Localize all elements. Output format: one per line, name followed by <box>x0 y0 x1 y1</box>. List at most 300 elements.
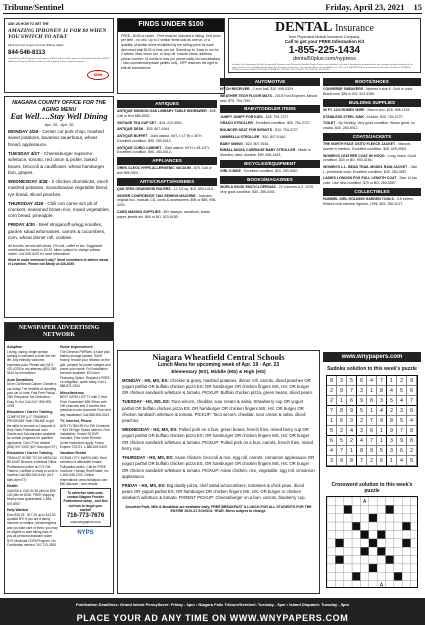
crossword-cell <box>386 539 394 547</box>
classified-listing: TOILET - By Sterling. Very good condition. Works great, no cracks. $40. 283-6012. <box>323 121 415 131</box>
listing: COMPUTER & IT TRAINING PROGRAM! Train ONLINE to get the skills to become a Computer & Help Desk Professional now! Grants and Scholarships available for certain programs for qualified applicants. Call CTI for details! (844) 947-0192 (M-F 8am-6pm ET) <box>7 414 57 450</box>
section-heading: Health <box>7 484 18 488</box>
crossword-cell <box>335 581 343 588</box>
classified-listing: EMMALJUNGA CARRIAGE BABY STROLLER - Made in Sweden, used, durable. $99. 693-1493. <box>220 148 311 158</box>
sudoku-cell: 3 <box>377 396 387 406</box>
sudoku-cell: 9 <box>357 396 367 406</box>
crossword-cell <box>394 539 402 547</box>
crossword-cell <box>352 530 360 538</box>
crossword-cell <box>411 547 418 555</box>
crossword-cell <box>386 572 394 580</box>
network-right-col <box>60 343 111 549</box>
crossword-cell <box>327 556 335 564</box>
section-heading: Education / Career Training <box>7 451 53 456</box>
sudoku-cell: 5 <box>387 396 397 406</box>
crossword-black-cell <box>344 505 352 513</box>
classified-listing: WEATHER TECH FLOOR MATS - 2018 Ford Explorer. Almost new. $75. 754-7967. <box>220 94 318 103</box>
crossword-cell <box>352 564 360 572</box>
crossword-cell <box>377 505 385 513</box>
sudoku-cell: 6 <box>337 416 347 426</box>
finds-under-100 <box>117 18 225 94</box>
sudoku-cell: 1 <box>327 416 337 426</box>
section-heading: Miscellaneous <box>60 390 84 395</box>
crossword-cell <box>411 530 418 538</box>
crossword-cell <box>402 497 410 505</box>
advertise-text: To advertise state-wide, contact Niagara Frontier Publications today…and find out how to target your market! <box>63 490 108 513</box>
category-heading: APPLIANCES <box>117 157 217 165</box>
finds-rules: FREE - $100 or under - Free must be included in listing. One price per item - no obo. Up to 2 similar items sold as one lot, or a quantity of similar items multiplied by the selling price for each item must total $100 or less, per ad. Submit up to 3 ads to run for 2 weeks. Mail, email, fax, or drop off. Include name, address, phone number. 15 words or less (no phone calls) No cancellations - Non-commercial/private parties only - NFP reserves the right to edit all submissions. <box>121 33 221 70</box>
sudoku-cell: 8 <box>337 406 347 416</box>
dental-cta: Call to get your FREE Information Kit <box>284 39 365 45</box>
crossword-cell <box>377 497 385 505</box>
crossword-cell <box>377 572 385 580</box>
crossword-cell <box>411 497 418 505</box>
crossword-black-cell <box>394 572 402 580</box>
sudoku-cell: 9 <box>387 426 397 436</box>
classified-listing: WOMEN'S LEATHER COAT W/ HOOD - Long, black. Good condition. $30 or BO. 993-3166. <box>323 153 417 163</box>
sudoku-cell: 2 <box>367 456 377 466</box>
sudoku-cell: 5 <box>397 416 407 426</box>
category-heading: BABY/TODDLER ITEMS <box>220 105 320 113</box>
listing: OCEAN CITY, MARYLAND. Best selection of affordable rentals. Full/partial weeks. Call for FREE brochure. Holiday Real Estate, Inc. 1-800-638-2102. Online reservations: www.holidayoc.com. $50 discount - new rentals. <box>60 456 110 486</box>
sudoku-cell: 4 <box>397 396 407 406</box>
sudoku-cell: 4 <box>407 416 417 426</box>
ncoa-day: FRIDAY 4/30 - Beef stroganoff w/egg noodles, garden salad w/tomatoes, carrots & cucumbers, corn, wheat dinner roll, cookies. <box>8 222 106 241</box>
crossword-cell <box>352 539 360 547</box>
crossword-title: Crossword solution to this week's puzzle <box>331 482 413 494</box>
crossword-cell <box>394 556 402 564</box>
sudoku-cell: 4 <box>347 426 357 436</box>
dental-company: from Physicians Mutual Insurance Company. <box>288 35 361 39</box>
sudoku-cell: 6 <box>367 426 377 436</box>
crossword-cell <box>352 556 360 564</box>
sudoku-grid <box>326 375 418 467</box>
section-heading: TV, Internet, Phone <box>60 418 92 423</box>
sudoku-cell: 8 <box>377 386 387 396</box>
crossword-cell <box>402 547 410 555</box>
listing: VIAGRA & CIALIS! 60 pills for $99. 100 pills for $150. FREE shipping. Money back guaranteed! 1-855-579-8907 <box>7 488 57 506</box>
crossword-cell <box>386 514 394 522</box>
classified-listing: ANTIQUE CURIO CABINET - Dark walnut. 64"H x 38-1/2"L. Excellent condition. $95. 283-6012. <box>117 145 211 155</box>
sudoku-cell: 8 <box>357 446 367 456</box>
section-heading: Adoption <box>7 345 23 349</box>
sudoku-cell: 4 <box>387 386 397 396</box>
crossword-black-cell <box>352 572 360 580</box>
crossword-cell <box>369 530 377 538</box>
crossword-black-cell <box>402 522 410 530</box>
sudoku-cell: 2 <box>327 396 337 406</box>
sudoku-cell: 1 <box>367 406 377 416</box>
advertising-network <box>4 322 114 594</box>
crossword-cell <box>394 497 402 505</box>
section-heading: Help Wanted <box>7 507 29 512</box>
listing: Loving, caring, single woman looking to welcome a child into her life. Any ethnicity welcome, expenses paid. Please call (347) 470-0228 or my attorney (800) 562-9616 for information. <box>7 349 58 376</box>
dish-logo-icon: DISH <box>87 70 109 80</box>
advertise-box[interactable] <box>60 488 111 527</box>
listing: DISH TV $64.99 For 190 Channels + $14.95 High Speed Internet. Free Installation, Smart HD DVR Included, Free Voice Remote. Some restrictions apply. Promo Expires 7/21/21. 1-888-609-9405 <box>60 423 111 450</box>
sudoku-cell: 5 <box>347 376 357 386</box>
ncoa-menu <box>4 96 114 318</box>
website-banner[interactable]: www.wnypapers.com <box>323 352 421 362</box>
listing: Earn $15.25 - $17.25 up to $13.50 Upstate NY! If you are a family member or relative, friend/neighbor and you take care of them, you may be eligible to start taking care of you as personal assistant under NYS Medicaid CDPA Program. No Certificates needed. 347-713-3553 <box>7 512 58 547</box>
sudoku-cell: 2 <box>397 376 407 386</box>
section-heading: Education / Career Training <box>7 410 53 415</box>
crossword-cell <box>402 556 410 564</box>
sudoku-cell: 9 <box>397 436 407 446</box>
category-heading: BOOTS/SHOES <box>323 78 421 86</box>
ncoa-day: WEDNESDAY 4/28 - 2 chicken drumsticks, ranch mashed potatoes, Scandinavian vegetable blend, rye bread, sliced peaches. <box>8 178 109 197</box>
crossword-cell <box>327 539 335 547</box>
sudoku-cell: 1 <box>387 376 397 386</box>
network-left-col <box>7 343 58 549</box>
classified-listing: ANTIQUE DESK - $25. 807-9164. <box>117 127 171 132</box>
crossword-black-cell <box>360 530 368 538</box>
iphone-ad[interactable] <box>4 18 114 93</box>
sudoku-cell: 9 <box>337 456 347 466</box>
crossword-cell <box>344 556 352 564</box>
crossword-cell <box>369 522 377 530</box>
crossword-cell <box>360 522 368 530</box>
sudoku-cell: 7 <box>367 416 377 426</box>
crossword-black-cell <box>335 556 343 564</box>
ncoa-volunteer-note: Want to make someone’s day? Need volunteers to deliver meals in Lewiston. Please call Mindy at 438-4035. <box>8 257 109 266</box>
crossword-cell <box>386 522 394 530</box>
classified-listing: JUMPY JUMPY FOR KIDS - $25. 754-2727. <box>220 114 290 119</box>
crossword-cell <box>360 505 368 513</box>
ad-phone[interactable]: 844-546-8113 <box>8 49 46 56</box>
crossword-cell <box>344 581 352 588</box>
crossword-black-cell <box>369 539 377 547</box>
ncoa-day: THURSDAY 4/29 - Chili con carne w/1 pk of crackers, seasoned brown rice, mixed vegetables, corn bread, pineapple. <box>8 200 110 219</box>
classified-listing: HUMMEL GIRL HOLDING GARDEN TOOLS - 3.5 inches. Retired club member figurine, 1996. $25. 280-2017. <box>323 197 414 206</box>
sudoku-cell: 1 <box>337 396 347 406</box>
crossword-cell <box>327 497 335 505</box>
crossword-cell <box>394 530 402 538</box>
classified-listing: WORLD BOOK ENCYCLOPEDIAS - 22 volumes A-Z. 1978, very good condition. $30. 285-0401. <box>220 185 314 194</box>
crossword-letter: A <box>379 582 384 588</box>
crossword-cell <box>394 581 402 588</box>
crossword-cell <box>411 556 418 564</box>
lunch-subtitle: Lunch Menu for upcoming week of Apr. 19 - Apr. 23 <box>157 362 280 369</box>
crossword-cell <box>360 581 368 588</box>
sudoku-cell: 5 <box>337 436 347 446</box>
issue-date: Friday, April 23, 2021 <box>325 2 405 13</box>
crossword-cell <box>411 514 418 522</box>
crossword-cell <box>360 556 368 564</box>
place-ad-banner[interactable]: PLACE YOUR AD ANY TIME ON WWW.WNYPAPERS.COM <box>0 611 425 625</box>
sudoku-cell: 6 <box>377 456 387 466</box>
crossword-cell <box>394 505 402 513</box>
sudoku-cell: 6 <box>397 446 407 456</box>
listing: Drive Out Breast Cancer: Donate a car today! The benefits of donating your car or boat: Fast Free Pickup - 24hr Response Tax Deduction - Easy To Do! Call 24/7: 855-905-4755 <box>7 382 58 408</box>
crossword-cell <box>377 556 385 564</box>
crossword-cell <box>369 572 377 580</box>
sudoku-cell: 6 <box>407 406 417 416</box>
sudoku-cell: 9 <box>367 446 377 456</box>
crossword-cell <box>335 547 343 555</box>
listing: TRAIN AT HOME TO DO MEDICAL BILLING! Become a Medical Office Professional online at CTI! Get Trained, Certified & ready to work in months! Call 855-543-6440. (M-F 8am-6pm ET) <box>7 456 58 482</box>
crossword-cell <box>394 564 402 572</box>
classified-listing: UMBRELLA STROLLER - $10. 807-9164. <box>220 134 287 139</box>
dental-title: DENTAL Insurance <box>275 20 374 35</box>
crossword-cell <box>335 514 343 522</box>
sudoku-cell: 2 <box>407 446 417 456</box>
sudoku-cell: 9 <box>337 386 347 396</box>
category-heading: BICYCLES/EQUIPMENT <box>220 160 320 168</box>
listing: The Generac PWRcell, a solar plus battery storage system. SAVE money, reduce your reliance on the grid, prepare for power outages and power your home. Full installation services available. $0 Down Financing Option. Request a FREE, no obligation, quote today. Call 1-888-871-0194 <box>60 349 111 389</box>
sudoku-cell: 3 <box>387 436 397 446</box>
classified-listing: THE NORTH FACE OSITO FLEECE JACKET - Maroon, women's medium. Excellent condition. $35. 625-9063. <box>323 142 412 151</box>
crossword-cell <box>352 497 360 505</box>
sudoku-cell: 6 <box>357 376 367 386</box>
crossword-cell <box>402 530 410 538</box>
category-heading: ANTIQUES <box>117 100 217 108</box>
sudoku-cell: 7 <box>407 396 417 406</box>
section-heading: Home Improvement <box>60 345 93 349</box>
listing: BEST SATELLITE TV with 2 Year Price Guarantee! $59.99/mo with 190 channels and 3 months free premium movie channels! Free next day installation! Call 888-508-5313 <box>60 395 111 417</box>
sudoku-cell: 5 <box>407 456 417 466</box>
classified-listing: CARD MAKING SUPPLIES - 80+ stamps, cardstock, brads, paper, jewels etc. $60 or BO. 523-9180. <box>117 209 211 219</box>
crossword-cell <box>386 530 394 538</box>
advertise-url[interactable]: www.wnypapers.com <box>70 520 101 525</box>
crossword-cell <box>344 530 352 538</box>
crossword-cell <box>411 581 418 588</box>
sudoku-cell: 3 <box>357 386 367 396</box>
category-heading: AUTOMOTIVE <box>220 78 320 86</box>
dental-insurance-ad[interactable] <box>228 18 421 73</box>
classified-listing: QUILTERS ORANGE/ID RULERS - 12 1/2 sq. $15. 693-1414. <box>117 187 214 192</box>
crossword-cell <box>394 522 402 530</box>
dental-phone[interactable]: 1-855-225-1434 <box>288 45 361 57</box>
lunch-day: MONDAY - HS, MS, ES: Chicken & gravy, mashed potatoes, dinner roll, carrots, diced peaches OR yogurt parfait OR buffalo chicken pizza ES; OR hamburger OR chicken fingers MS, HS; OR burger OR chicken sandwich w/lettuce & tomato. PICKUP: Buffalo chicken pizza, green beans, diced pears. <box>122 377 313 396</box>
sudoku-cell: 8 <box>327 376 337 386</box>
crossword-black-cell <box>386 505 394 513</box>
crossword-cell <box>327 505 335 513</box>
category-heading: COATS/JACKETS <box>323 133 421 141</box>
sudoku-cell: 8 <box>367 396 377 406</box>
crossword-cell <box>386 581 394 588</box>
classified-listing: LADIES LONDON FOG FULL LENGTH COAT - Size 12 tan color. Like new condition. $70 or BO. 283-3557. <box>323 176 417 186</box>
dental-fine-print: Includes the Participating (in GA: Designated) Providers and Preventive Benefits Rider. Product not available in all states. Acceptance guaranteed for one insurance policy/certificate of this type. Contact us for complete details about this insurance solicitation. This specific offer is not available in CO, NY; call 1-800-969-4781 or respond for similar offer. Certificate C250A (ID: C250E); Insurance Policy P150 (GA: P150GA; NY: P150NY; OK: P150OK; TN: P150TN). 6154-0120 <box>232 63 414 72</box>
publication-deadlines: Publication Deadlines: Grand Island PennySaver: Friday - 3pm • Niagara Falls Tribune/Sentinel: Tuesday - 5pm • Island Dispatch: Tuesday - 5pm <box>0 598 425 611</box>
sudoku-cell: 8 <box>347 456 357 466</box>
crossword-grid <box>326 496 418 588</box>
crossword-cell <box>335 572 343 580</box>
crossword-letter: A <box>362 499 367 506</box>
crossword-black-cell <box>402 539 410 547</box>
sudoku-cell: 9 <box>407 376 417 386</box>
crossword-cell <box>352 581 360 588</box>
sudoku-cell: 8 <box>407 436 417 446</box>
sudoku-cell: 1 <box>387 456 397 466</box>
lunch-title: Niagara Wheatfield Central Schools <box>152 352 285 362</box>
sudoku-cell: 7 <box>357 456 367 466</box>
crossword-cell <box>411 539 418 547</box>
crossword-cell <box>335 505 343 513</box>
classified-listing: VINTAGE TEA CUP SET - $15. 212-9951. <box>117 120 183 125</box>
sudoku-cell: 4 <box>327 446 337 456</box>
sudoku-title: Sudoku solution to this week's puzzle <box>327 366 417 372</box>
sudoku-cell: 3 <box>357 426 367 436</box>
crossword-cell <box>402 505 410 513</box>
crossword-cell <box>344 564 352 572</box>
crossword-black-cell <box>335 539 343 547</box>
crossword-black-cell <box>360 547 368 555</box>
ncoa-dates: Apr. 26 - Apr. 30 <box>44 121 74 127</box>
sudoku-cell: 4 <box>367 376 377 386</box>
lunch-day: TUESDAY - HS, MS, ES: Taco w/corn, cheddar, sour cream & salsa, Strawberry cup OR yogurt parfait OR buffalo chicken pizza ES; OR hamburger OR chicken fingers MS, HS; OR burger OR chicken sandwich w/lettuce & tomato. PICKUP: Taco w/corn, cheddar, sour cream & salsa, diced peaches. <box>122 399 306 423</box>
classified-listing: GRACO STROLLER - Excellent condition. $30. 754-2727. <box>220 121 311 126</box>
crossword-cell <box>352 547 360 555</box>
crossword-black-cell <box>369 514 377 522</box>
sudoku-cell: 8 <box>387 416 397 426</box>
crossword-cell <box>411 572 418 580</box>
crossword-cell <box>344 539 352 547</box>
sudoku-cell: 1 <box>377 426 387 436</box>
category-heading: ARTS/CRAFTS/HOBBIES <box>117 178 217 186</box>
crossword-cell <box>394 514 402 522</box>
sudoku-cell: 3 <box>327 456 337 466</box>
lunch-day: FRIDAY - HS, MS, ES: Big daddy pizza, chef salad w/cucumbers, tomatoes & chick peas, diced pears OR yogurt parfait ES; OR hamburger OR chicken fingers MS, HS; OR burger or chicken sandwich w/lettuce & tomato. PARENT PICKUP: Cheeseburger on a bun, carrots, blueberry cup. <box>122 482 306 501</box>
ncoa-headline: Eat Well….Stay Well Dining <box>10 112 108 122</box>
classified-column-2 <box>220 76 320 346</box>
sudoku-cell: 6 <box>327 436 337 446</box>
crossword-cell <box>327 572 335 580</box>
classified-column-1 <box>117 98 217 346</box>
category-heading: BUILDING SUPPLIES <box>323 99 421 107</box>
sudoku-solution <box>323 366 421 478</box>
crossword-cell <box>327 564 335 572</box>
sudoku-cell: 1 <box>347 446 357 456</box>
ncoa-day: TUESDAY 4/27 - Cheeseburger supreme w/lettuce, tomato, red onion & pickle, baked beans, broccoli & cauliflower, wheat hamburger bun, grapes. <box>8 150 105 175</box>
crossword-cell <box>402 514 410 522</box>
ad-sub: Find out how to get our best iPhone deals <box>8 42 64 47</box>
classified-listing: STAINLESS STEEL SINK - Double. $20. 754-2727. <box>323 114 404 119</box>
crossword-cell <box>377 539 385 547</box>
sudoku-cell: 1 <box>377 436 387 446</box>
sudoku-cell: 5 <box>397 386 407 396</box>
network-title: NEWSPAPER ADVERTISING NETWORK <box>5 323 113 341</box>
crossword-cell <box>335 522 343 530</box>
crossword-cell <box>327 530 335 538</box>
crossword-cell <box>369 497 377 505</box>
ad-headline: AMAZING IPHONE® 11 FOR $0 WHEN YOU SWITCH TO AT&T <box>8 28 107 41</box>
sudoku-cell: 2 <box>347 436 357 446</box>
classified-column-3 <box>323 76 421 346</box>
crossword-cell <box>369 581 377 588</box>
crossword-cell <box>360 572 368 580</box>
sudoku-cell: 7 <box>367 436 377 446</box>
sudoku-cell: 3 <box>387 446 397 456</box>
crossword-cell <box>335 530 343 538</box>
classified-listing: HITCH RECEIVER - 2 inch ball. $10. 998-5329. <box>220 87 294 92</box>
category-heading: COLLECTIBLES <box>323 188 421 196</box>
advertise-phone[interactable]: 716-773-7676 <box>66 513 105 520</box>
sudoku-cell: 4 <box>357 436 367 446</box>
sudoku-cell: 5 <box>357 406 367 416</box>
classified-listing: WOMEN'S L.L. BEAN TRAIL MODEL RAIN JACKET - Size L, periwinkle color. Excellent condition. $25. 283-3557. <box>323 165 418 174</box>
crossword-cell <box>386 547 394 555</box>
crossword-cell <box>344 497 352 505</box>
crossword-cell <box>360 514 368 522</box>
crossword-cell <box>335 497 343 505</box>
sudoku-cell: 2 <box>327 386 337 396</box>
finds-title: FINDS UNDER $100 <box>118 19 224 32</box>
crossword-cell <box>327 547 335 555</box>
sudoku-cell: 2 <box>387 406 397 416</box>
crossword-cell <box>327 581 335 588</box>
sudoku-cell: 4 <box>377 406 387 416</box>
dental-url[interactable]: dental50plus.com/nypress <box>293 56 356 63</box>
lunch-day: WEDNESDAY - HS, MS, ES: Pulled pork on a bun, green beans, french fries, mixed berry cup OR yogurt parfait OR buffalo chicken pizza ES; OR hamburger OR chicken fingers MS, HS; OR burger OR chicken sandwich w/lettuce & tomato. PICKUP: Pulled pork on a bun, carrots, french fries, mixed berry cup. <box>122 427 314 451</box>
lunch-day: THURSDAY - HS, MS, ES: Asian chicken, broccoli & rice, egg roll, carrots, cinnamon applesauce OR yogurt parfait OR buffalo chicken pizza ES; OR hamburger OR chicken fingers MS, HS; OR burger OR chicken sandwich w/lettuce & tomato. PICKUP: Asian chicken, rice, vegetable, egg roll, cinnamon applesauce. <box>122 455 315 479</box>
crossword-cell <box>344 547 352 555</box>
crossword-cell <box>327 514 335 522</box>
sudoku-cell: 6 <box>347 396 357 406</box>
sudoku-cell: 9 <box>347 406 357 416</box>
crossword-black-cell <box>352 522 360 530</box>
lunch-footer: Assorted Fruit, Milk & Breakfast are available daily. FREE BREAKFAST & LUNCH FOR ALL STUDENTS FOR THE ENTIRE 2020-21 SCHOOL YEAR. Menu subject to change. <box>125 504 312 513</box>
classified-listing: CONVERSE SNEAKERS - Women's size 6. Gold in color. Brand new. $35 or BO. 523-9180. <box>323 87 414 96</box>
crossword-solution <box>323 482 421 594</box>
sudoku-cell: 7 <box>327 406 337 416</box>
classified-listing: BABY SWING - $20. 807-9164. <box>220 141 270 146</box>
crossword-cell <box>344 572 352 580</box>
ncoa-note: All lunches served with bread, 1% milk, coffee or tea. Suggested contribution for meals is $3.25. Menu subject to change without notice. Call 438-4030 for more information. <box>8 244 103 257</box>
sudoku-cell: 8 <box>407 426 417 436</box>
crossword-black-cell <box>377 547 385 555</box>
crossword-cell <box>402 564 410 572</box>
sudoku-cell: 3 <box>337 376 347 386</box>
crossword-cell <box>327 522 335 530</box>
sudoku-cell: 9 <box>377 416 387 426</box>
lunch-section: Elementary (ES), Middle (MS) & High (HS) <box>171 369 266 375</box>
sudoku-cell: 2 <box>357 416 367 426</box>
ncoa-day: MONDAY 4/26 - Center cut pork chop, mashed sweet potatoes, bavarian sauerkraut, wheat bread, applesauce. <box>8 128 104 147</box>
sudoku-cell: 2 <box>337 426 347 436</box>
sudoku-cell: 7 <box>397 426 407 436</box>
crossword-cell <box>377 564 385 572</box>
crossword-cell <box>352 514 360 522</box>
crossword-cell <box>386 564 394 572</box>
crossword-cell <box>369 547 377 555</box>
crossword-black-cell <box>377 530 385 538</box>
crossword-cell <box>360 564 368 572</box>
crossword-cell <box>402 581 410 588</box>
crossword-cell <box>377 522 385 530</box>
crossword-cell <box>335 564 343 572</box>
school-lunch-menu <box>117 350 320 594</box>
classified-listing: BOUNCER SEAT FOR INFANTS - $10. 754-2727. <box>220 128 299 133</box>
crossword-cell <box>344 522 352 530</box>
crossword-cell <box>411 522 418 530</box>
sudoku-cell: 4 <box>397 456 407 466</box>
ad-tag: ASK US HOW TO GET THE <box>8 22 49 26</box>
classified-listing: OREK CLEOC HYPE-ALLERGENIC VACUUM - $75. Call or text 998-9902. <box>117 166 212 176</box>
sudoku-cell: 7 <box>377 376 387 386</box>
crossword-cell <box>402 572 410 580</box>
crossword-cell <box>394 547 402 555</box>
nyps-logo-icon: NYPS <box>77 530 94 537</box>
page-number: 15 <box>413 2 422 13</box>
sudoku-cell: 3 <box>397 406 407 416</box>
crossword-cell <box>344 514 352 522</box>
classified-listing: ANTIQUE BUFFET - Dark walnut. 66"L x 17"W x 35"H. Excellent condition. $95. 283-6012. <box>117 134 203 143</box>
masthead <box>3 2 422 14</box>
sudoku-cell: 1 <box>367 386 377 396</box>
sudoku-cell: 5 <box>327 426 337 436</box>
crossword-black-cell <box>386 556 394 564</box>
